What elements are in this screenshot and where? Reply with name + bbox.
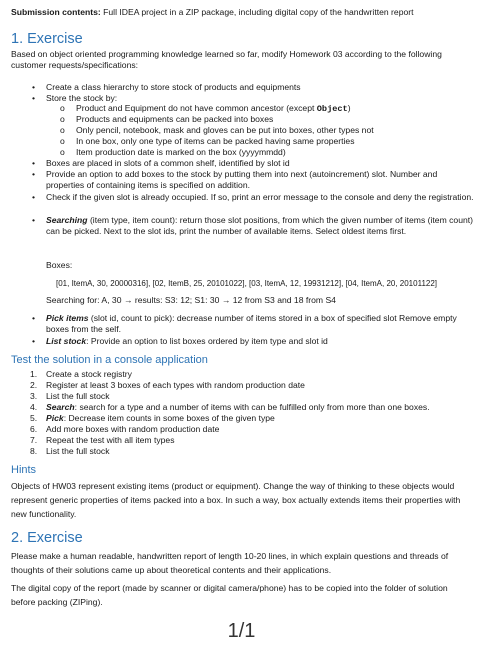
hints-text: Objects of HW03 represent existing items (product or equipment). Change the way of thinking to these objects would represent generic properties of items packed into a box. In such a way, box actually extends items their properties with new functionality. <box>11 481 461 519</box>
exercise-1-heading: 1. Exercise <box>11 31 83 47</box>
list-item <box>46 336 476 347</box>
sub-item-text: ) <box>347 103 351 113</box>
test-step: Pick: Decrease item counts in some boxes of the given type <box>46 413 275 423</box>
list-number: 4. <box>30 402 38 412</box>
bullet-icon: • <box>32 313 36 323</box>
list-item <box>46 313 476 335</box>
test-step-text: search for a type and a number of items with can be fulfilled only from more than one boxes. <box>79 402 430 412</box>
list-stock-term: List stock <box>46 336 87 346</box>
exercise-2-paragraph-2: The digital copy of the report (made by scanner or digital camera/phone) has to be copied into the folder of solution before packing (ZIPing). <box>11 583 448 607</box>
circle-bullet-icon: o <box>60 103 65 113</box>
list-item: Boxes are placed in slots of a common shelf, identified by slot id <box>46 158 290 168</box>
list-item: Store the stock by: <box>46 93 118 103</box>
submission-text: Full IDEA project in a ZIP package, including digital copy of the handwritten report <box>100 7 414 17</box>
submission-line <box>11 7 477 18</box>
bullet-icon: • <box>32 336 36 346</box>
test-step: Create a stock registry <box>46 369 132 379</box>
list-number: 8. <box>30 446 38 456</box>
list-number: 1. <box>30 369 38 379</box>
searching-term: Searching <box>46 215 88 225</box>
sub-list-item: Item production date is marked on the box (yyyymmdd) <box>76 147 286 157</box>
circle-bullet-icon: o <box>60 125 65 135</box>
pick-items-term: Pick items <box>46 313 89 323</box>
bullet-icon: • <box>32 169 36 179</box>
pick-term: Pick <box>46 413 64 423</box>
test-step: Register at least 3 boxes of each types with random production date <box>46 380 305 390</box>
bullet-icon: • <box>32 192 36 202</box>
list-item: Check if the given slot is already occupied. If so, print an error message to the console and deny the registration. <box>46 192 474 202</box>
hints-heading: Hints <box>11 464 37 476</box>
search-example: Searching for: A, 30 → results: S3: 12; S1: 30 → 12 from S3 and 18 from S4 <box>46 295 336 305</box>
list-number: 2. <box>30 380 38 390</box>
circle-bullet-icon: o <box>60 136 65 146</box>
sub-item-text: Product and Equipment do not have common ancestor (except <box>76 103 317 113</box>
list-stock-text: : Provide an option to list boxes ordered by item type and slot id <box>86 336 328 346</box>
circle-bullet-icon: o <box>60 114 65 124</box>
bullet-icon: • <box>32 93 36 103</box>
sub-list-item: In one box, only one type of items can be packed having same properties <box>76 136 355 146</box>
test-step: Search: search for a type and a number of items with can be fulfilled only from more than one boxes. <box>46 402 430 412</box>
list-number: 7. <box>30 435 38 445</box>
test-step-text: Decrease item counts in some boxes of the given type <box>68 413 275 423</box>
boxes-list: [01, ItemA, 30, 20000316], [02, ItemB, 25, 20101022], [03, ItemA, 12, 19931212], [04, ItemA, 20, 20101122] <box>56 279 438 288</box>
bullet-icon: • <box>32 215 36 225</box>
submission-label: Submission contents: <box>11 7 101 17</box>
sub-list-item: Products and equipments can be packed into boxes <box>76 114 274 124</box>
test-heading: Test the solution in a console application <box>11 354 208 366</box>
list-number: 6. <box>30 424 38 434</box>
bullet-icon: • <box>32 82 36 92</box>
exercise-2-heading: 2. Exercise <box>11 530 83 546</box>
test-step: Repeat the test with all item types <box>46 435 175 445</box>
pick-items-text: (slot id, count to pick): decrease number of items stored in a box of specified slot Remove empty boxes from the self. <box>46 313 457 334</box>
circle-bullet-icon: o <box>60 147 65 157</box>
test-step: List the full stock <box>46 446 110 456</box>
list-number: 5. <box>30 413 38 423</box>
test-step: Add more boxes with random production date <box>46 424 220 434</box>
test-step: List the full stock <box>46 391 110 401</box>
list-number: 3. <box>30 391 38 401</box>
boxes-label: Boxes: <box>46 260 73 270</box>
search-term: Search <box>46 402 75 412</box>
list-item: Create a class hierarchy to store stock of products and equipments <box>46 82 301 92</box>
code-term: Object <box>316 104 348 114</box>
exercise-1-intro: Based on object oriented programming knowledge learned so far, modify Homework 03 according to the following customer requests/specifications: <box>11 49 442 70</box>
bullet-icon: • <box>32 158 36 168</box>
exercise-2-paragraph-1: Please make a human readable, handwritten report of length 10-20 lines, in which explain questions and threads of thoughts of their solutions came up about theoretical contents and their applications. <box>11 551 449 575</box>
searching-text: (item type, item count): return those slot positions, from which the given number of items (item count) can be picked. Next to the slot ids, print the number of available items. Select oldest items first. <box>46 215 474 236</box>
sub-list-item: Only pencil, notebook, mask and gloves can be put into boxes, other types not <box>76 125 374 135</box>
page-number: 1/1 <box>227 620 256 642</box>
list-item: Provide an option to add boxes to the stock by putting them into next (autoincrement) slot. Number and properties of containing items is specified on addition. <box>46 169 438 190</box>
list-item <box>46 215 476 237</box>
